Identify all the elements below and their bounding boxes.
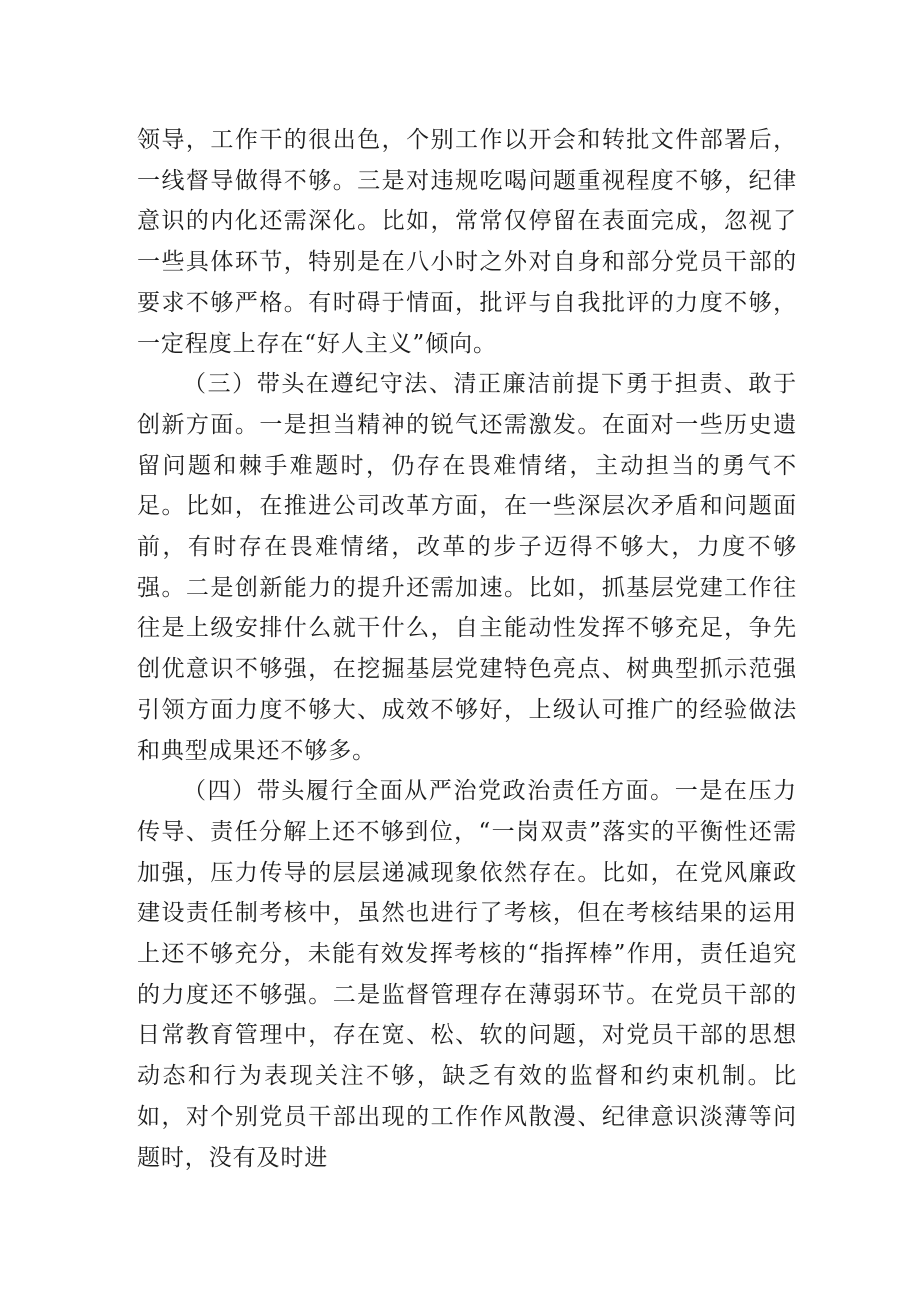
- document-body: [137, 120, 797, 1178]
- paragraph-continuation: 领导，工作干的很出色，个别工作以开会和转批文件部署后，一线督导做得不够。三是对违规吃喝问题重视程度不够，纪律意识的内化还需深化。比如，常常仅停留在表面完成，忽视了一些具体环节，特别是在八小时之外对自身和部分党员干部的要求不够严格。有时碍于情面，批评与自我批评的力度不够，一定程度上存在“好人主义”倾向。: [137, 127, 797, 357]
- paragraph-section-three: （三）带头在遵纪守法、清正廉洁前提下勇于担责、敢于创新方面。一是担当精神的锐气还需激发。在面对一些历史遗留问题和棘手难题时，仍存在畏难情绪，主动担当的勇气不足。比如，在推进公司改革方面，在一些深层次矛盾和问题面前，有时存在畏难情绪，改革的步子迈得不够大，力度不够强。二是创新能力的提升还需加速。比如，抓基层党建工作往往是上级安排什么就干什么，自主能动性发挥不够充足，争先创优意识不够强，在挖掘基层党建特色亮点、树典型抓示范强引领方面力度不够大、成效不够好，上级认可推广的经验做法和典型成果还不够多。: [137, 371, 797, 764]
- paragraph-section-four: （四）带头履行全面从严治党政治责任方面。一是在压力传导、责任分解上还不够到位，“一岗双责”落实的平衡性还需加强，压力传导的层层递减现象依然存在。比如，在党风廉政建设责任制考核中，虽然也进行了考核，但在考核结果的运用上还不够充分，未能有效发挥考核的“指挥棒”作用，责任追究的力度还不够强。二是监督管理存在薄弱环节。在党员干部的日常教育管理中，存在宽、松、软的问题，对党员干部的思想动态和行为表现关注不够，缺乏有效的监督和约束机制。比如，对个别党员干部出现的工作作风散漫、纪律意识淡薄等问题时，没有及时进: [137, 778, 797, 1171]
